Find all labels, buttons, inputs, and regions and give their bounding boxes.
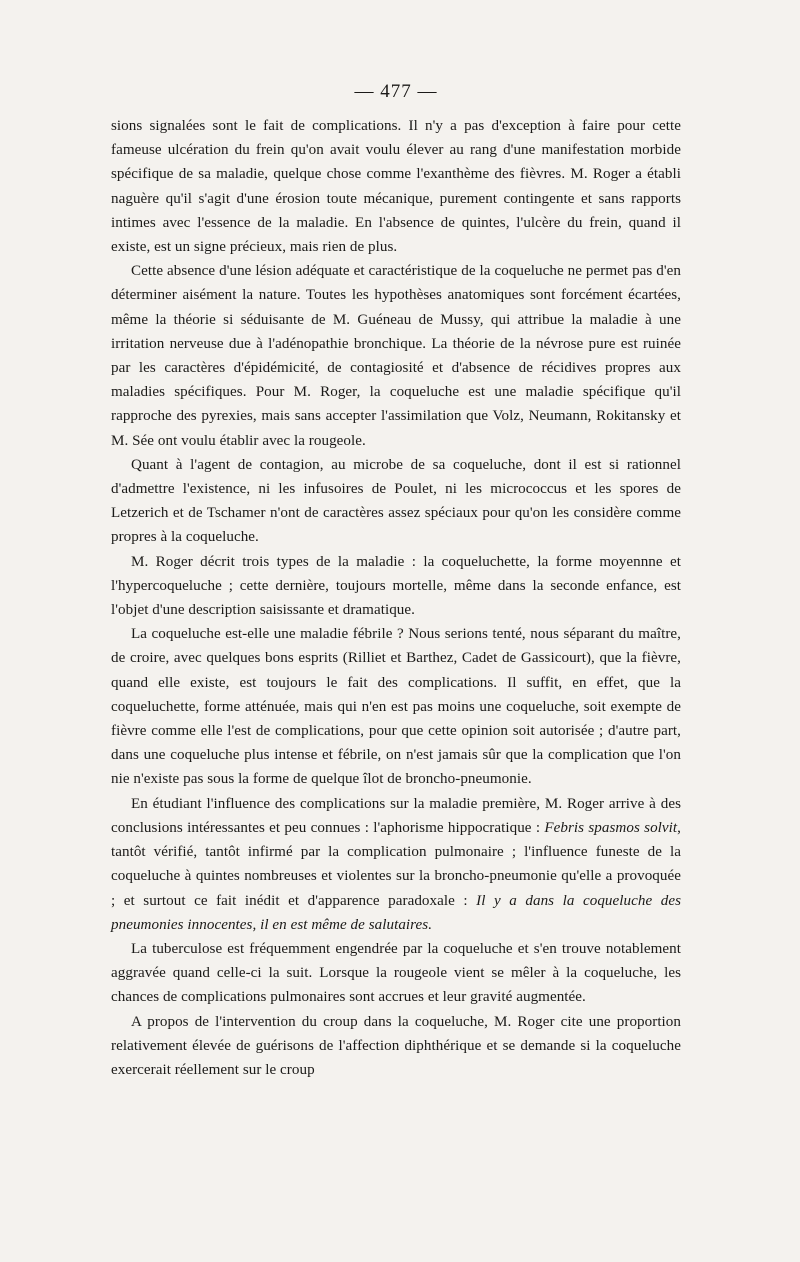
text-segment: En étudiant l'influence des complications sur la maladie première, M. Roger arrive à des conclusions intéressantes et peu connues : l'aphorisme hippocratique : [111,795,681,836]
italic-text: Il y a dans la coqueluche des pneumonies innocentes, il en est même de salutaires. [111,892,681,933]
paragraph [111,114,681,259]
text-segment: Quant à l'agent de contagion, au microbe de sa coqueluche, dont il est si rationnel d'admettre l'existence, ni les infusoires de Poulet, ni les micrococcus et les spores de Letzerich et de Tschamer n'ont de caractères assez spéciaux pour qu'on les considère comme propres à la coqueluche. [111,456,681,546]
italic-text: Febris spasmos solvit [544,819,678,836]
paragraph [111,453,681,550]
paragraph [111,259,681,453]
text-segment: M. Roger décrit trois types de la maladie : la coqueluchette, la forme moyennne et l'hypercoqueluche ; cette dernière, toujours mortelle, même dans la seconde enfance, est l'objet d'une description saisissante et dramatique. [111,553,681,619]
text-segment: sions signalées sont le fait de complications. Il n'y a pas d'exception à faire pour cette fameuse ulcération du frein qu'on avait voulu élever au rang d'une manifestation morbide spécifique de sa maladie, quelque chose comme l'exanthème des fièvres. M. Roger a établi naguère qu'il s'agit d'une érosion toute mécanique, purement contingente et sans rapports intimes avec l'essence de la maladie. En l'absence de quintes, l'ulcère du frein, quand il existe, est un signe précieux, mais rien de plus. [111,118,681,256]
text-segment: A propos de l'intervention du croup dans la coqueluche, M. Roger cite une proportion relativement élevée de guérisons de l'affection diphthérique et se demande si la coqueluche exercerait réellement sur le croup [111,1013,681,1078]
paragraph [111,937,681,1010]
paragraph [111,792,681,937]
body-text [111,114,681,1082]
text-segment: , tantôt vérifié, tantôt infirmé par la complication pulmonaire ; l'influence funeste de la coqueluche à quintes nombreuses et violentes sur la broncho-pneumonie qu'elle a provoquée ; et surtout ce fait inédit et d'apparence paradoxale : [111,819,681,909]
text-segment: La coqueluche est-elle une maladie fébrile ? Nous serions tenté, nous séparant du maître, de croire, avec quelques bons esprits (Rilliet et Barthez, Cadet de Gassicourt), que la fièvre, quand elle existe, est toujours le fait des complications. Il suffit, en effet, que la coqueluchette, forme atténuée, mais qui n'en est pas moins une coqueluche, soit exempte de fièvre comme elle l'est de complications, pour que cette opinion soit autorisée ; d'autre part, dans une coqueluche plus intense et fébrile, on n'est jamais sûr que la complication que l'on nie n'existe pas sous la forme de quelque îlot de broncho-pneumonie. [111,626,681,788]
paragraph [111,550,681,623]
page-number: — 477 — [354,81,438,102]
paragraph [111,622,681,791]
text-segment: La tuberculose est fréquemment engendrée par la coqueluche et s'en trouve notablement aggravée quand celle-ci la suit. Lorsque la rougeole vient se mêler à la coqueluche, les chances de complications pulmonaires sont accrues et leur gravité augmentée. [111,940,681,1006]
text-segment: Cette absence d'une lésion adéquate et caractéristique de la coqueluche ne permet pas d'en déterminer aisément la nature. Toutes les hypothèses anatomiques sont forcément écartées, même la théorie si séduisante de M. Guéneau de Mussy, qui attribue la maladie à une irritation nerveuse due à l'adénopathie bronchique. La théorie de la névrose pure est ruinée par les caractères d'épidémicité, de contagiosité et d'absence de récidives propres aux maladies spécifiques. Pour M. Roger, la coqueluche est une maladie spécifique qu'il rapproche des pyrexies, mais sans accepter l'assimilation que Volz, Neumann, Rokitansky et M. Sée ont voulu établir avec la rougeole. [111,263,681,449]
document-page [111,80,681,1082]
paragraph [111,1010,681,1083]
